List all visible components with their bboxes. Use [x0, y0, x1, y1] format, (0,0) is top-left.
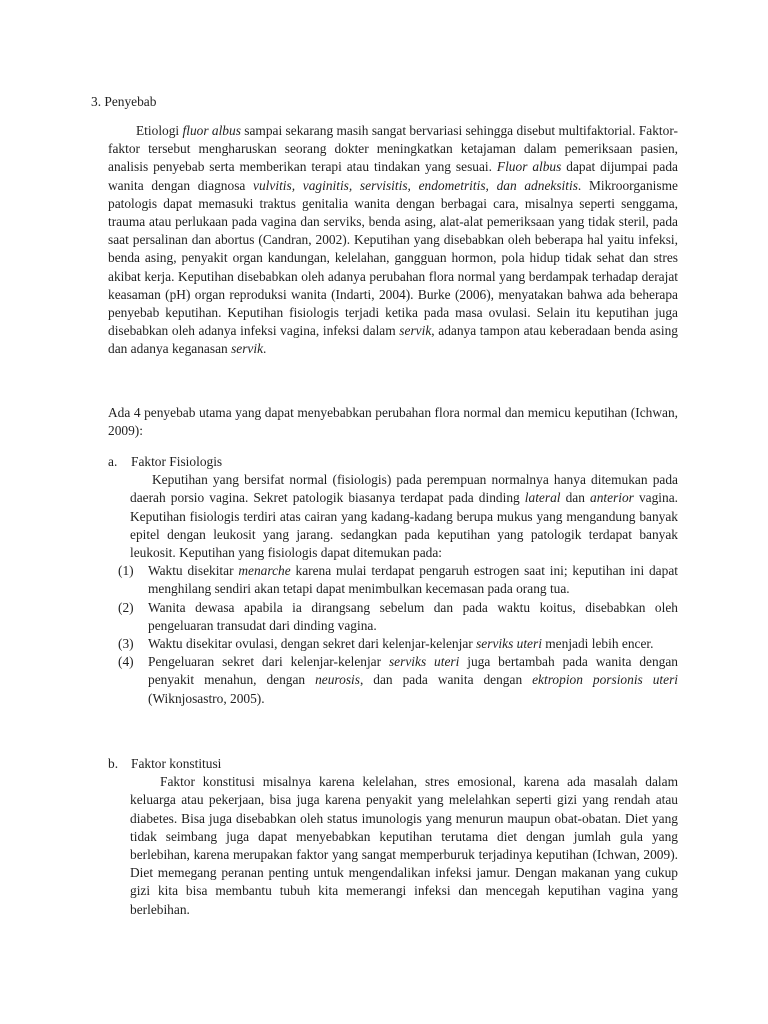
list-item-number: (2) — [118, 599, 134, 615]
italic-term: lateral — [524, 490, 561, 506]
italic-term: serviks uteri — [388, 654, 460, 670]
list-item — [118, 562, 678, 598]
subsection-letter: a. — [108, 454, 118, 469]
italic-term: Fluor albus — [496, 159, 562, 175]
list-item-number: (3) — [118, 636, 134, 652]
list-item-number: (4) — [118, 654, 134, 670]
italic-term: ektropion porsionis uteri — [532, 672, 678, 688]
subsection-title-text: Faktor Fisiologis — [131, 454, 223, 469]
subsection-title-text: Faktor konstitusi — [131, 756, 222, 771]
list-item-text: Wanita dewasa apabila ia dirangsang sebelum dan pada waktu koitus, disebabkan oleh pengeluaran transudat dari dinding vagina. — [148, 599, 678, 633]
italic-term: servik — [231, 341, 264, 357]
list-item-number: (1) — [118, 563, 134, 579]
list-item-text: Pengeluaran sekret dari kelenjar-kelenjar serviks uteri juga bertambah pada wanita dengan penyakit menahun, dengan neurosis, dan pada wanita dengan ektropion porsionis uteri (Wiknjosastro, 2005). — [148, 654, 678, 706]
italic-term: neurosis — [315, 672, 360, 688]
paragraph-etiology: Etiologi fluor albus sampai sekarang masih sangat bervariasi sehingga disebut multifaktorial. Faktor-faktor tersebut mengharuskan seorang dokter meningkatkan ketajaman dalam pemeriksaan pasien, analisis penyebab serta memberikan terapi atau tindakan yang sesuai. Fluor albus dapat dijumpai pada wanita dengan diagnosa vulvitis, vaginitis, servisitis, endometritis, dan adneksitis. Mikroorganisme patologis dapat memasuki traktus genitalia wanita dengan berbagai cara, misalnya seperti senggama, trauma atau perlukaan pada vagina dan serviks, benda asing, alat-alat pemeriksaan yang tidak steril, pada saat persalinan dan abortus (Candran, 2002). Keputihan yang disebabkan oleh beberapa hal yaitu infeksi, benda asing, penyakit organ kandungan, kelelahan, gangguan hormon, pola hidup tidak sehat dan stres akibat kerja. Keputihan disebabkan oleh adanya perubahan flora normal yang berdampak terhadap derajat keasaman (pH) organ reproduksi wanita (Indarti, 2004). Burke (2006), menyatakan bahwa ada beherapa penyebab keputihan. Keputihan fisiologis terjadi ketika pada masa ovulasi. Selain itu keputihan juga disebabkan oleh adanya infeksi vagina, infeksi dalam servik, adanya tampon atau keberadaan benda asing dan adanya keganasan servik. — [108, 123, 679, 357]
subsection-body: Faktor konstitusi misalnya karena kelelahan, stres emosional, karena ada masalah dalam keluarga atau pekerjaan, bisa juga karena penyakit yang melelahkan seperti gizi yang rendah atau diabetes. Bisa juga disebabkan oleh status imunologis yang menurun maupun obat-obatan. Diet yang tidak seimbang juga dapat menyebabkan keputihan terutama diet dengan jumlah gula yang berlebihan, karena merupakan faktor yang sangat memperburuk terjadinya keputihan (Ichwan, 2009). Diet memegang peranan penting untuk mengendalikan infeksi jamur. Dengan makanan yang cukup gizi kita bisa membantu tubuh kita memerangi infeksi dan mencegah keputihan vagina yang berlebihan. — [130, 774, 678, 917]
list-item — [118, 599, 678, 635]
italic-term: serviks uteri — [476, 636, 542, 652]
italic-term: menarche — [238, 563, 291, 579]
italic-term: vulvitis, vaginitis, servisitis, endometritis, dan adneksitis — [253, 177, 578, 193]
subsection-body: Keputihan yang bersifat normal (fisiologis) pada perempuan normalnya hanya ditemukan pada daerah porsio vagina. Sekret patologik biasanya terdapat pada dinding lateral dan anterior vagina. Keputihan fisiologis terdiri atas cairan yang kadang-kadang berupa mukus yang mengandung banyak epitel dengan leukosit yang jarang. sedangkan pada keputihan yang patologik terdapat banyak leukosit. Keputihan yang fisiologis dapat ditemukan pada: — [130, 472, 679, 561]
subsection-letter: b. — [108, 756, 119, 771]
section-heading: 3. Penyebab — [91, 94, 157, 109]
italic-term: fluor albus — [182, 123, 241, 138]
list-item-text: Waktu disekitar ovulasi, dengan sekret dari kelenjar-kelenjar serviks uteri menjadi lebih encer. — [148, 636, 654, 652]
list-item — [118, 635, 678, 653]
paragraph-four-causes: Ada 4 penyebab utama yang dapat menyebabkan perubahan flora normal dan memicu keputihan (Ichwan, 2009): — [108, 405, 678, 439]
subsection-constitution — [108, 755, 680, 919]
subsection-physiological — [108, 453, 680, 708]
italic-term: anterior — [590, 490, 634, 506]
numbered-list — [118, 562, 678, 708]
list-item — [118, 653, 678, 708]
italic-term: servik — [399, 323, 432, 339]
list-item-text: Waktu disekitar menarche karena mulai terdapat pengaruh estrogen saat ini; keputihan ini dapat menghilang sendiri akan tetapi dapat menimbulkan kecemasan pada orang tua. — [148, 563, 678, 597]
subsection-title — [108, 755, 680, 773]
subsection-title — [108, 453, 680, 471]
